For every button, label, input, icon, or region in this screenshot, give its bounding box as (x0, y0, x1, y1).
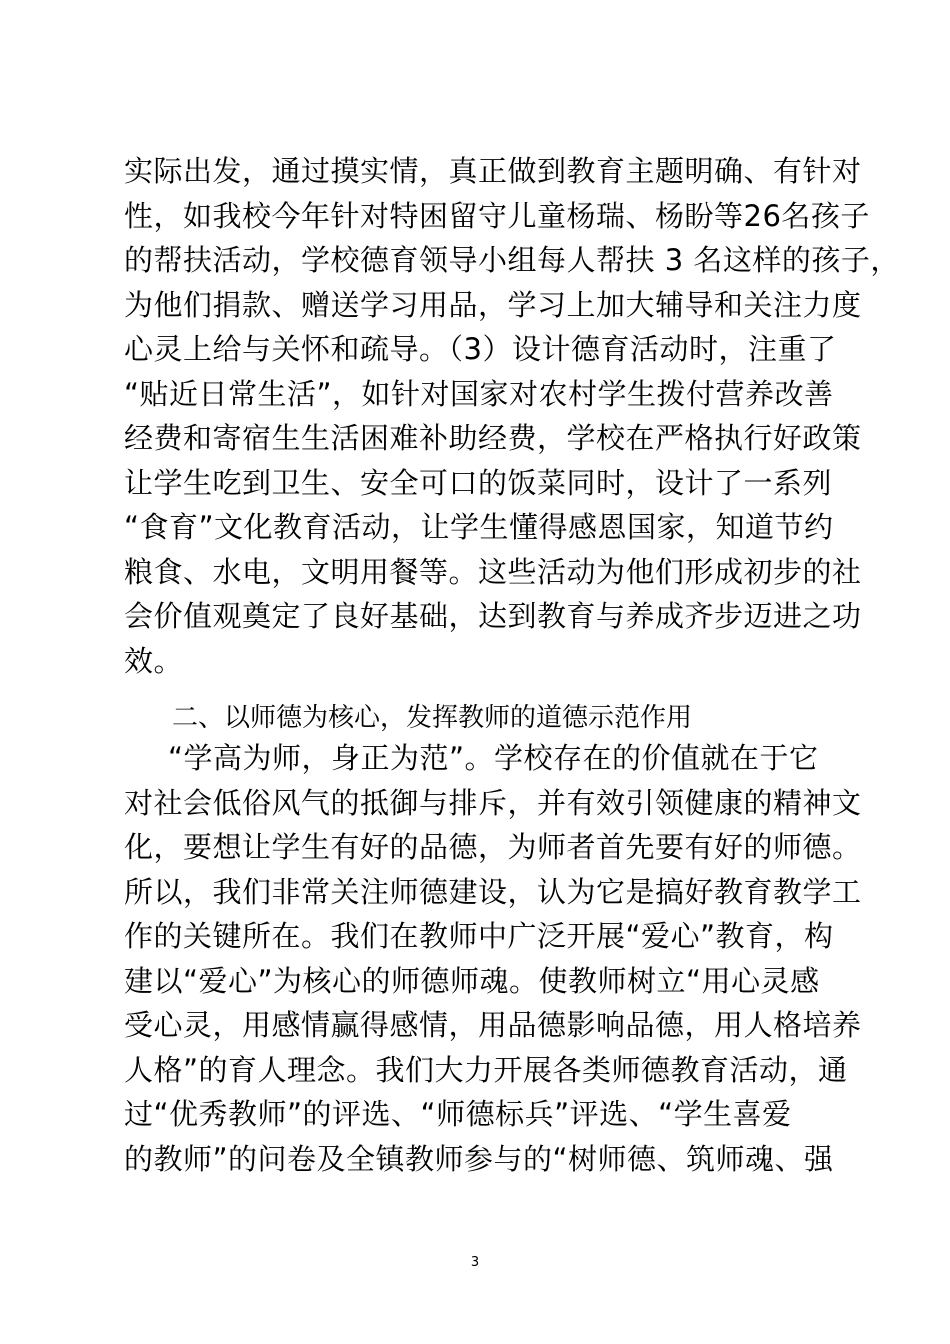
text-line: 实际出发，通过摸实情，真正做到教育主题明确、有针对 (124, 154, 862, 188)
text-line: 建以“爱心”为核心的师德师魂。使教师树立“用心灵感 (124, 963, 820, 998)
text-line: 化，要想让学生有好的品德，为师者首先要有好的师德。 (124, 830, 862, 864)
text-line: 粮食、水电，文明用餐等。这些活动为他们形成初步的社 (124, 554, 862, 589)
text-line: 经费和寄宿生生活困难补助经费，学校在严格执行好政策 (124, 421, 862, 455)
text-line: 会价值观奠定了良好基础，达到教育与养成齐步迈进之功 (124, 599, 862, 633)
section-heading: 二、以师德为核心，发挥教师的道德示范作用 (172, 703, 693, 733)
text-line: 对社会低俗风气的抵御与排斥，并有效引领健康的精神文 (124, 785, 862, 820)
text-line: 过“优秀教师”的评选、“师德标兵”评选、“学生喜爱 (124, 1097, 792, 1131)
text-line: 让学生吃到卫生、安全可口的饭菜同时，设计了一系列 (124, 465, 833, 500)
paragraph-1 (124, 149, 900, 683)
text-line: 为他们捐款、赠送学习用品，学习上加大辅导和关注力度 (124, 287, 862, 322)
text-line: 的教师”的问卷及全镇教师参与的“树师德、筑师魂、强 (124, 1141, 834, 1176)
text-line: “食育”文化教育活动，让学生懂得感恩国家，知道节约 (124, 510, 834, 544)
text-line: 效。 (124, 643, 184, 678)
text-line: 心灵上给与关怀和疏导。（3）设计德育活动时，注重了 (124, 332, 837, 366)
text-line: 所以，我们非常关注师德建设，认为它是搞好教育教学工 (124, 874, 862, 909)
text-line: 作的关键所在。我们在教师中广泛开展“爱心”教育，构 (124, 919, 834, 953)
text-line: 受心灵，用感情赢得感情，用品德影响品德，用人格培养 (124, 1008, 862, 1042)
text-line: 的帮扶活动，学校德育领导小组每人帮扶 3 名这样的孩子， (124, 243, 900, 277)
page-number: 3 (470, 1255, 480, 1270)
text-line: 人格”的育人理念。我们大力开展各类师德教育活动，通 (124, 1052, 848, 1087)
text-line: 性，如我校今年针对特困留守儿童杨瑞、杨盼等26名孩子 (124, 198, 870, 233)
paragraph-2 (124, 736, 862, 1181)
text-line: “学高为师，身正为范”。学校存在的价值就在于它 (168, 741, 819, 775)
text-line: “贴近日常生活”，如针对国家对农村学生拨付营养改善 (124, 376, 834, 411)
